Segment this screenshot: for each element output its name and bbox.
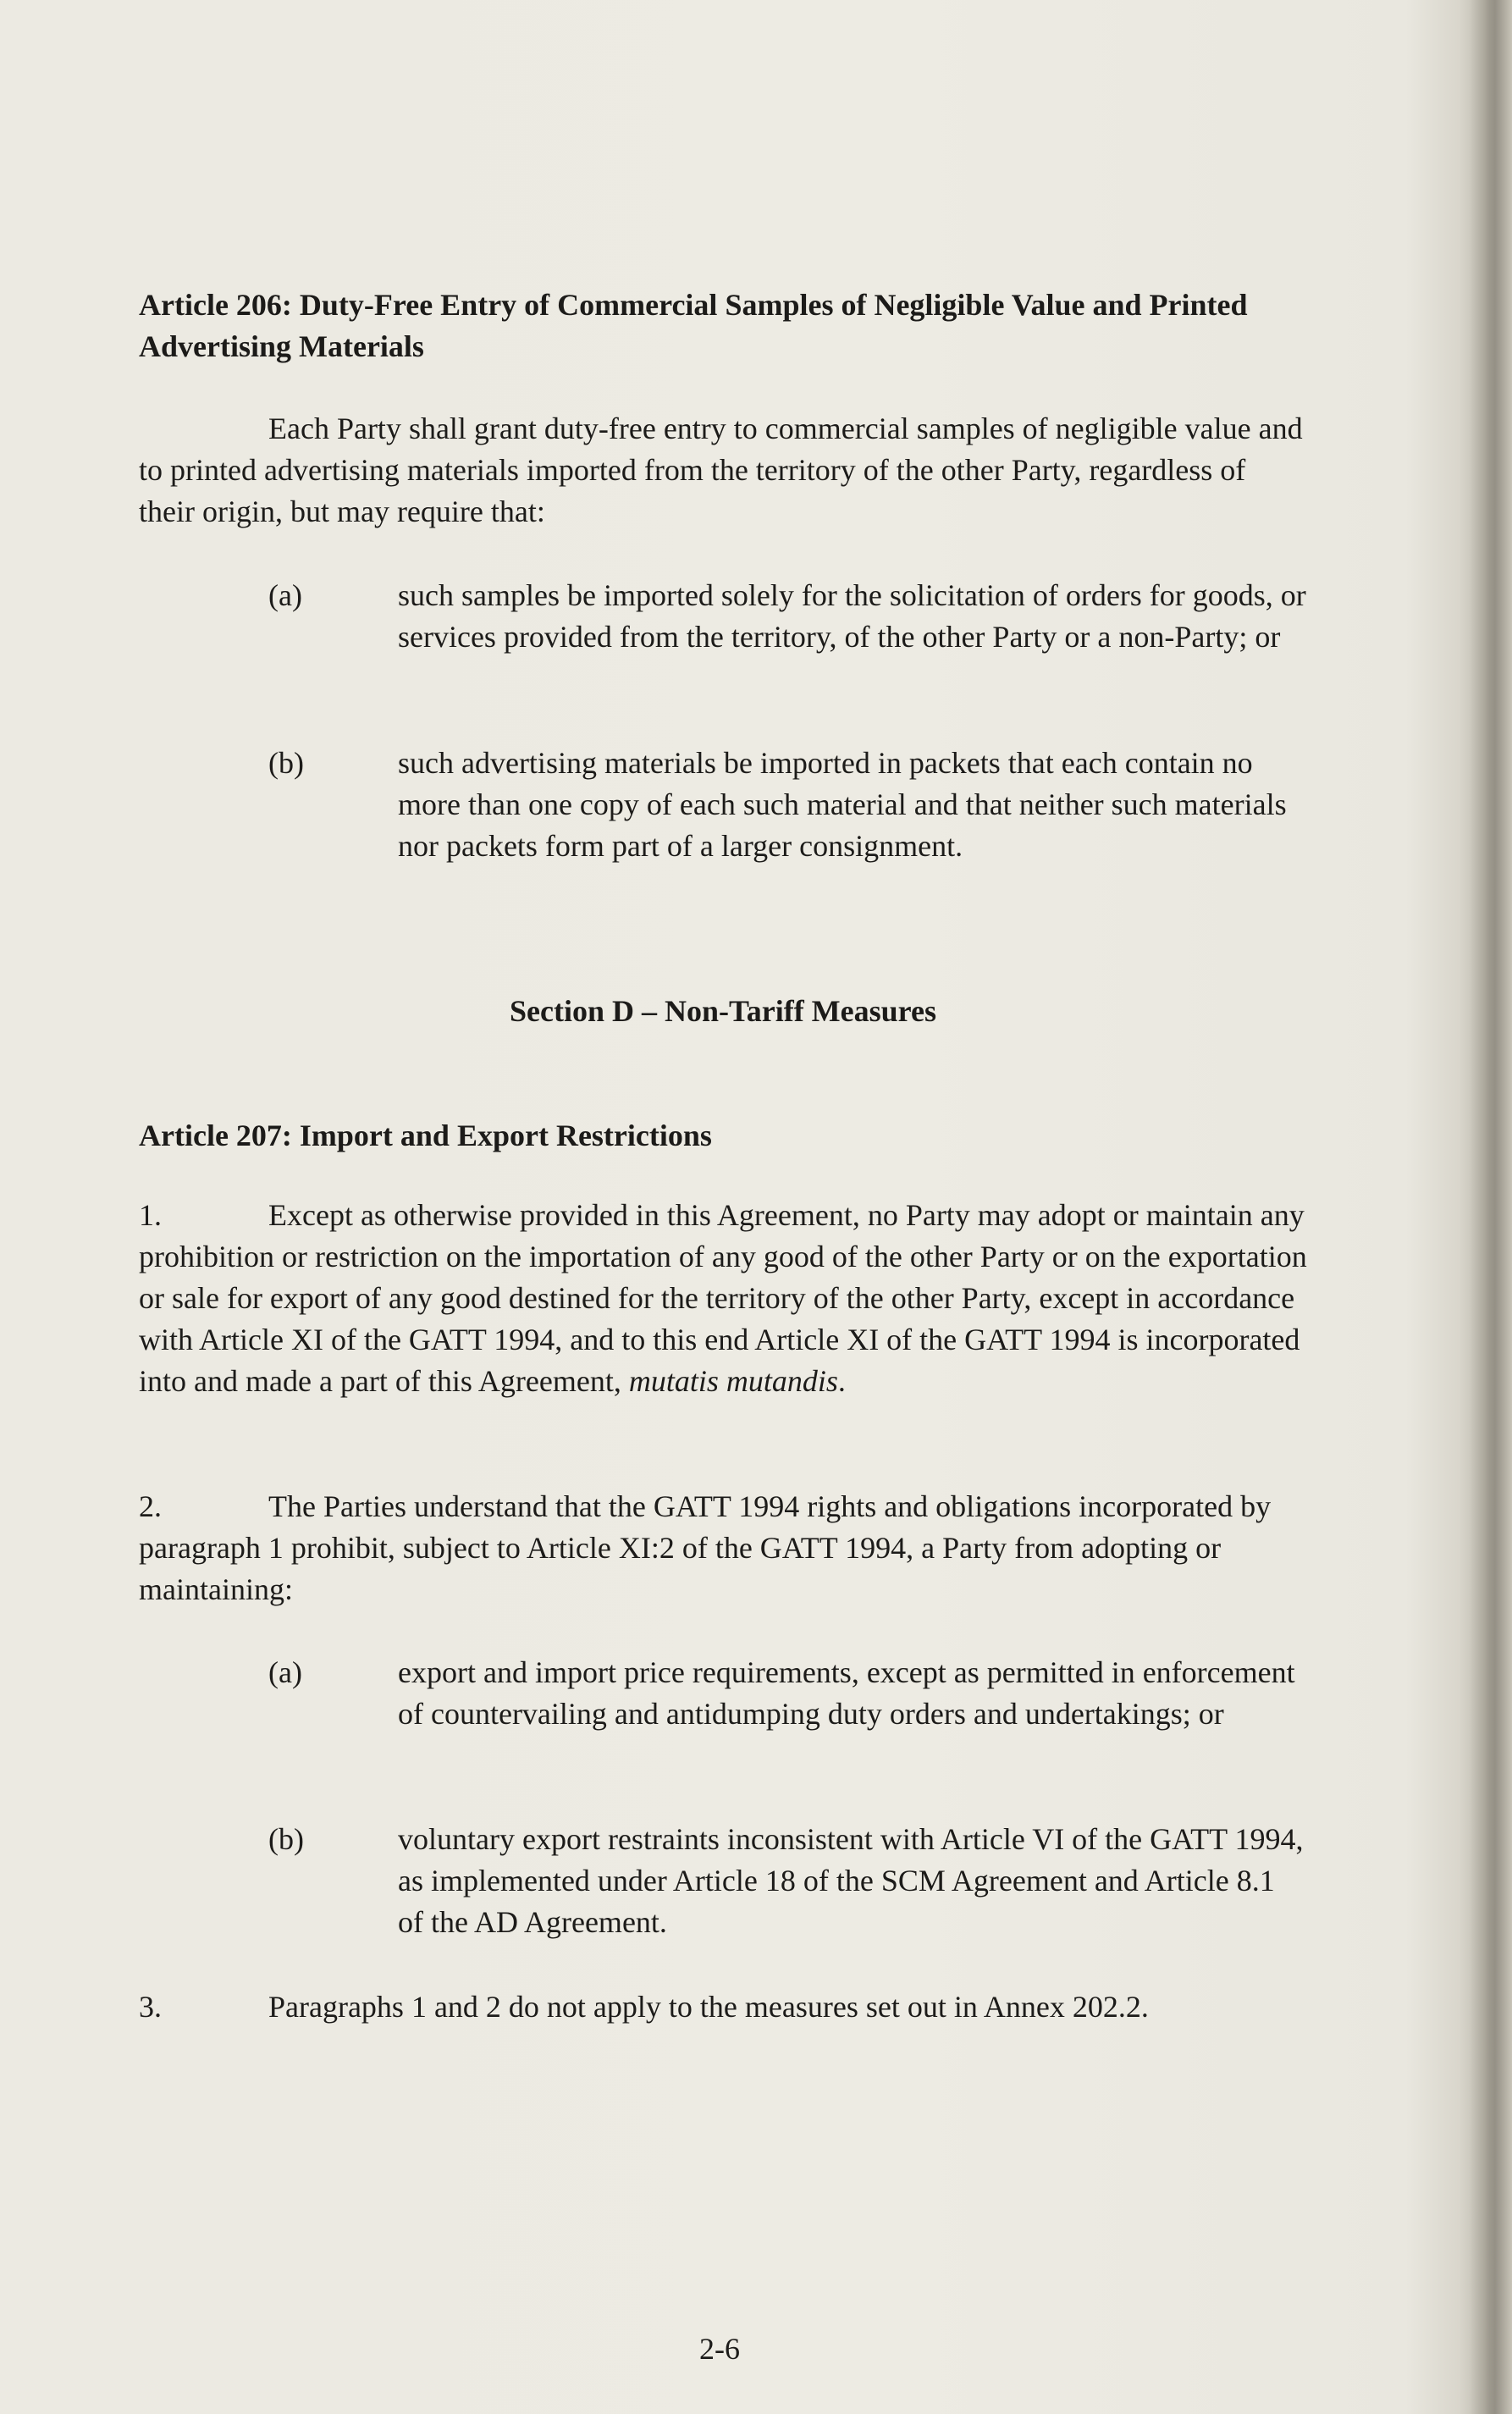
paragraph-end: . — [837, 1364, 846, 1398]
item-marker: (a) — [268, 578, 302, 612]
article-207-heading: Article 207: Import and Export Restrictions — [139, 1119, 712, 1152]
paragraph-number: 1. — [139, 1198, 162, 1232]
item-text: export and import price requirements, except as permitted in enforcement of countervailing and antidumping duty orders and undertakings; or — [398, 1655, 1295, 1731]
paragraph-number: 3. — [139, 1990, 162, 2024]
article-206-intro: Each Party shall grant duty-free entry to commercial samples of negligible value and to printed advertising materials imported from the territory of the other Party, regardless of their origin, but may require that: — [139, 412, 1303, 528]
item-marker: (b) — [268, 1822, 304, 1856]
article-206-item-b — [139, 743, 1307, 867]
article-207-paragraph-1 — [139, 1195, 1307, 1402]
paragraph-text: Paragraphs 1 and 2 do not apply to the measures set out in Annex 202.2. — [268, 1990, 1149, 2024]
article-207-item-b — [139, 1819, 1307, 1943]
article-207-paragraph-2 — [139, 1486, 1307, 1610]
paragraph-text: The Parties understand that the GATT 1994 rights and obligations incorporated by paragraph 1 prohibit, subject to Article XI:2 of the GATT 1994, a Party from adopting or maintaining: — [139, 1489, 1272, 1606]
paragraph-number: 2. — [139, 1489, 162, 1523]
page-number: 2-6 — [699, 2332, 740, 2366]
article-206-item-a — [139, 575, 1307, 658]
item-marker: (a) — [268, 1655, 302, 1689]
book-spine-shadow — [1470, 0, 1512, 2414]
item-text: such samples be imported solely for the solicitation of orders for goods, or services provided from the territory, of the other Party or a non-Party; or — [398, 578, 1306, 654]
paragraph-italic: mutatis mutandis — [628, 1364, 838, 1398]
item-marker: (b) — [268, 746, 304, 780]
article-206-heading: Article 206: Duty-Free Entry of Commercial Samples of Negligible Value and Printed Advertising Materials — [139, 288, 1248, 363]
paragraph-text: Except as otherwise provided in this Agreement, no Party may adopt or maintain any prohibition or restriction on the importation of any good of the other Party or on the exportation or sale for export of any good destined for the territory of the other Party, except in accordance with Article XI of the GATT 1994, and to this end Article XI of the GATT 1994 is incorporated into and made a part of this Agreement, — [139, 1198, 1307, 1398]
article-207-item-a — [139, 1652, 1307, 1735]
item-text: such advertising materials be imported in packets that each contain no more than one copy of each such material and that neither such materials nor packets form part of a larger consignment. — [398, 746, 1287, 863]
item-text: voluntary export restraints inconsistent with Article VI of the GATT 1994, as implemented under Article 18 of the SCM Agreement and Article 8.1 of the AD Agreement. — [398, 1822, 1304, 1939]
article-207-paragraph-3 — [139, 1986, 1307, 2028]
section-d-title: Section D – Non-Tariff Measures — [510, 994, 936, 1028]
